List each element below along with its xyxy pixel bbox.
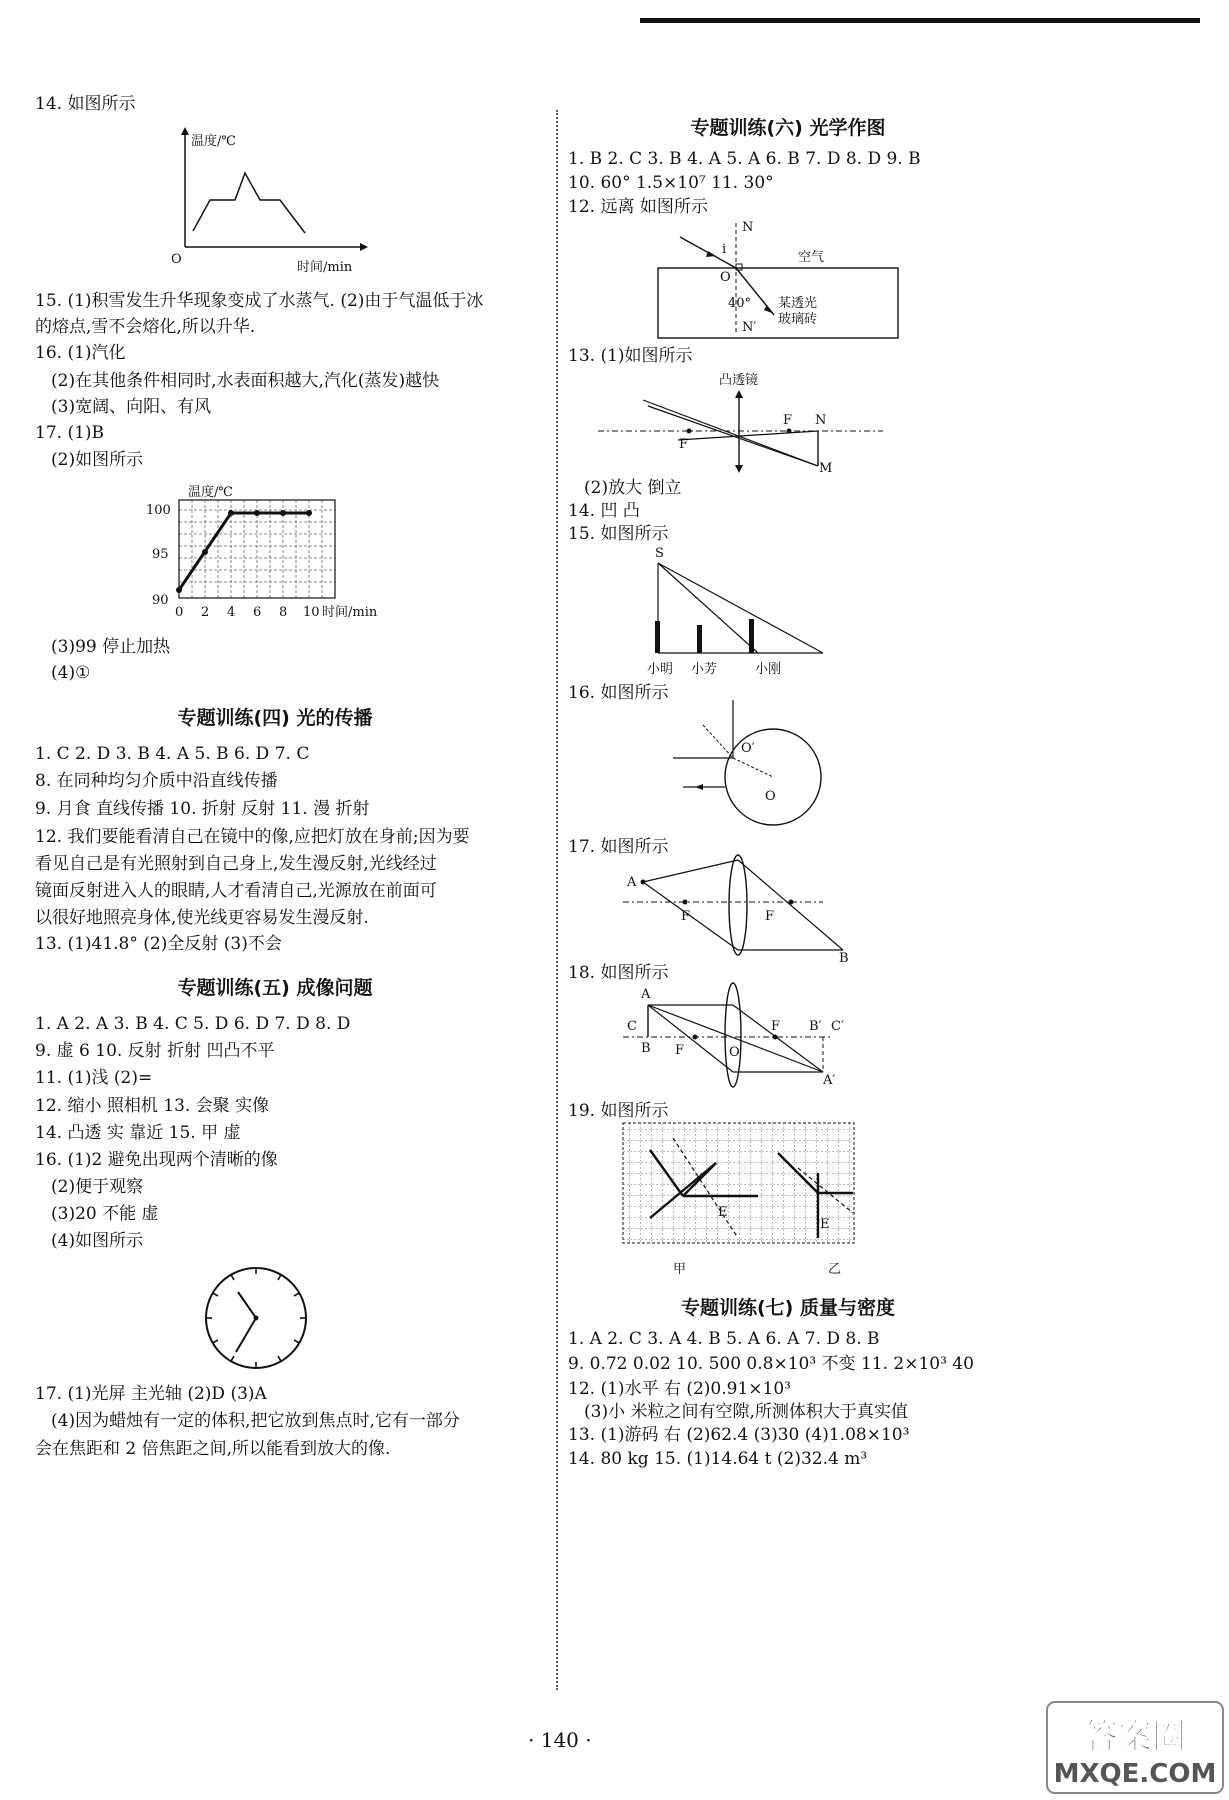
- fig12-glass1: 某透光: [778, 296, 818, 311]
- fig12-N: N: [742, 220, 754, 235]
- refraction-figure: [648, 215, 908, 340]
- fig16-O: O: [765, 789, 776, 804]
- fig17-xlabel: 时间/min: [322, 605, 378, 620]
- watermark-logo: [1045, 1700, 1225, 1795]
- temperature-sketch-figure: [165, 125, 375, 275]
- convex-lens-figure-18: [623, 980, 853, 1095]
- fig15-S: S: [655, 546, 664, 561]
- fig13-lens: 凸透镜: [719, 373, 759, 388]
- s5-answers-14-15: 14. 凸透 实 靠近 15. 甲 虚: [35, 1123, 241, 1143]
- section-heading-5: 专题训练(五) 成像问题: [177, 977, 373, 999]
- s7-answers-1-8: 1. A 2. C 3. A 4. B 5. A 6. A 7. D 8. B: [568, 1329, 880, 1349]
- s7-answers-9-11: 9. 0.72 0.02 10. 500 0.8×10³ 不变 11. 2×10³ 40: [568, 1354, 974, 1374]
- fig15-person2: 小芳: [691, 662, 718, 677]
- s6-answer-19: 19. 如图所示: [568, 1101, 669, 1121]
- mirror-grid-figure: [618, 1118, 868, 1283]
- fig17-ytick-90: 90: [152, 593, 169, 608]
- answer-16-2: (2)在其他条件相同时,水表面积越大,汽化(蒸发)越快: [51, 371, 440, 391]
- answer-17-1: 17. (1)B: [35, 423, 105, 443]
- fig17-xtick-0: 0: [175, 605, 184, 620]
- s5-answer-16-1: 16. (1)2 避免出现两个清晰的像: [35, 1150, 278, 1170]
- fig17r-F-right: F: [765, 909, 775, 924]
- fig12-angle: 40°: [728, 296, 752, 311]
- s4-answer-12-line2: 看见自己是有光照射到自己身上,发生漫反射,光线经过: [35, 854, 437, 874]
- answer-15-line1: 15. (1)积雪发生升华现象变成了水蒸气. (2)由于气温低于冰: [35, 291, 484, 311]
- fig15-person1: 小明: [647, 662, 674, 677]
- clock-figure: [200, 1262, 315, 1377]
- column-divider: [556, 110, 558, 1690]
- fig17-xtick-4: 4: [227, 605, 236, 620]
- convex-lens-figure-17: [623, 850, 853, 965]
- fig18-F-left: F: [675, 1043, 685, 1058]
- fig14-xlabel: 时间/min: [297, 260, 353, 275]
- fig13-F-right: F: [783, 413, 793, 428]
- shadow-figure: [643, 543, 843, 678]
- s5-answer-17-1: 17. (1)光屏 主光轴 (2)D (3)A: [35, 1384, 267, 1404]
- fig13-N: N: [815, 413, 827, 428]
- fig13-F-left: F: [679, 437, 689, 452]
- fig12-Nprime: N′: [742, 320, 757, 335]
- s5-answer-11: 11. (1)浅 (2)=: [35, 1068, 153, 1088]
- s6-answer-12: 12. 远离 如图所示: [568, 197, 708, 217]
- section-heading-4: 专题训练(四) 光的传播: [177, 707, 373, 729]
- fig18-O: O: [729, 1045, 740, 1060]
- fig15-person3: 小刚: [755, 662, 782, 677]
- answer-17-4: (4)①: [51, 663, 91, 683]
- fig18-A: A: [641, 987, 651, 1002]
- fig12-air: 空气: [798, 250, 825, 265]
- fig16-Oprime: O′: [741, 741, 755, 756]
- fig17-ytick-95: 95: [152, 547, 169, 562]
- s7-answer-12-1: 12. (1)水平 右 (2)0.91×10³: [568, 1379, 791, 1399]
- s6-answer-18: 18. 如图所示: [568, 963, 669, 983]
- s6-answers-10-11: 10. 60° 1.5×10⁷ 11. 30°: [568, 173, 774, 193]
- page-number: · 140 ·: [528, 1728, 592, 1752]
- answer-16-3: (3)宽阔、向阳、有风: [51, 397, 212, 417]
- s7-answer-13: 13. (1)游码 右 (2)62.4 (3)30 (4)1.08×10³: [568, 1425, 910, 1445]
- header-rule: [640, 18, 1200, 23]
- s6-answer-16: 16. 如图所示: [568, 683, 669, 703]
- fig18-Cprime: C′: [831, 1019, 844, 1034]
- sphere-refraction-figure: [663, 700, 833, 832]
- fig14-origin: O: [171, 252, 182, 267]
- fig18-C: C: [627, 1019, 637, 1034]
- fig19-E-right: E: [820, 1217, 830, 1232]
- fig17r-F-left: F: [681, 909, 691, 924]
- s5-answer-16-4: (4)如图所示: [51, 1231, 144, 1251]
- fig19-jia: 甲: [673, 1262, 687, 1277]
- s7-answer-12-2: (3)小 米粒之间有空隙,所测体积大于真实值: [584, 1402, 908, 1422]
- fig18-B: B: [641, 1041, 651, 1056]
- s6-answer-15: 15. 如图所示: [568, 524, 669, 544]
- fig17-xtick-6: 6: [253, 605, 262, 620]
- answer-17-2: (2)如图所示: [51, 450, 144, 470]
- s4-answer-12-line1: 12. 我们要能看清自己在镜中的像,应把灯放在身前;因为要: [35, 827, 470, 847]
- fig12-i: i: [722, 242, 727, 257]
- fig17r-B: B: [839, 951, 849, 966]
- s4-answer-12-line3: 镜面反射进入人的眼睛,人才看清自己,光源放在前面可: [35, 881, 437, 901]
- fig12-glass2: 玻璃砖: [778, 312, 818, 327]
- answer-15-line2: 的熔点,雪不会熔化,所以升华.: [35, 317, 256, 337]
- answer-14: 14. 如图所示: [35, 94, 136, 114]
- fig17-xtick-8: 8: [279, 605, 288, 620]
- fig14-ylabel: 温度/℃: [191, 134, 236, 149]
- fig17-ylabel: 温度/℃: [188, 485, 233, 500]
- convex-lens-figure-13: [593, 368, 893, 478]
- s4-answers-9-11: 9. 月食 直线传播 10. 折射 反射 11. 漫 折射: [35, 799, 370, 819]
- answer-16-1: 16. (1)汽化: [35, 343, 126, 363]
- fig17-ytick-100: 100: [146, 503, 171, 518]
- watermark-line2: MXQE.COM: [1053, 1759, 1217, 1789]
- fig17-xtick-10: 10: [303, 605, 320, 620]
- fig19-yi: 乙: [828, 1262, 842, 1277]
- s7-answers-14-15: 14. 80 kg 15. (1)14.64 t (2)32.4 m³: [568, 1449, 868, 1469]
- s5-answers-1-8: 1. A 2. A 3. B 4. C 5. D 6. D 7. D 8. D: [35, 1014, 351, 1034]
- s6-answer-17: 17. 如图所示: [568, 837, 669, 857]
- fig18-F-right: F: [771, 1019, 781, 1034]
- boiling-graph-figure: [146, 478, 380, 623]
- fig18-Bprime: B′: [809, 1019, 822, 1034]
- fig12-O: O: [720, 270, 731, 285]
- s5-answers-9-10: 9. 虚 6 10. 反射 折射 凹凸不平: [35, 1041, 275, 1061]
- s5-answer-16-2: (2)便于观察: [51, 1177, 144, 1197]
- s4-answer-8: 8. 在同种均匀介质中沿直线传播: [35, 771, 278, 791]
- fig18-Aprime: A′: [823, 1073, 836, 1088]
- fig17-xtick-2: 2: [201, 605, 210, 620]
- section-heading-6: 专题训练(六) 光学作图: [690, 117, 886, 139]
- s5-answer-17-3: 会在焦距和 2 倍焦距之间,所以能看到放大的像.: [35, 1439, 391, 1459]
- s4-answer-12-line4: 以很好地照亮身体,使光线更容易发生漫反射.: [35, 908, 369, 928]
- s5-answer-16-3: (3)20 不能 虚: [51, 1204, 159, 1224]
- fig17r-A: A: [627, 875, 637, 890]
- fig19-E-left: E: [718, 1205, 728, 1220]
- s4-answer-13: 13. (1)41.8° (2)全反射 (3)不会: [35, 934, 282, 954]
- s6-answer-14: 14. 凹 凸: [568, 501, 640, 521]
- section-heading-7: 专题训练(七) 质量与密度: [681, 1297, 895, 1319]
- answer-17-3: (3)99 停止加热: [51, 637, 171, 657]
- s5-answer-17-2: (4)因为蜡烛有一定的体积,把它放到焦点时,它有一部分: [51, 1411, 460, 1431]
- s4-answers-1-7: 1. C 2. D 3. B 4. A 5. B 6. D 7. C: [35, 744, 310, 764]
- s6-answers-1-9: 1. B 2. C 3. B 4. A 5. A 6. B 7. D 8. D 9. B: [568, 149, 921, 169]
- s6-answer-13-2: (2)放大 倒立: [584, 478, 682, 498]
- s5-answers-12-13: 12. 缩小 照相机 13. 会聚 实像: [35, 1096, 270, 1116]
- fig13-M: M: [819, 461, 833, 476]
- watermark-line1: 答案圈: [1084, 1717, 1186, 1757]
- s6-answer-13-1: 13. (1)如图所示: [568, 346, 693, 366]
